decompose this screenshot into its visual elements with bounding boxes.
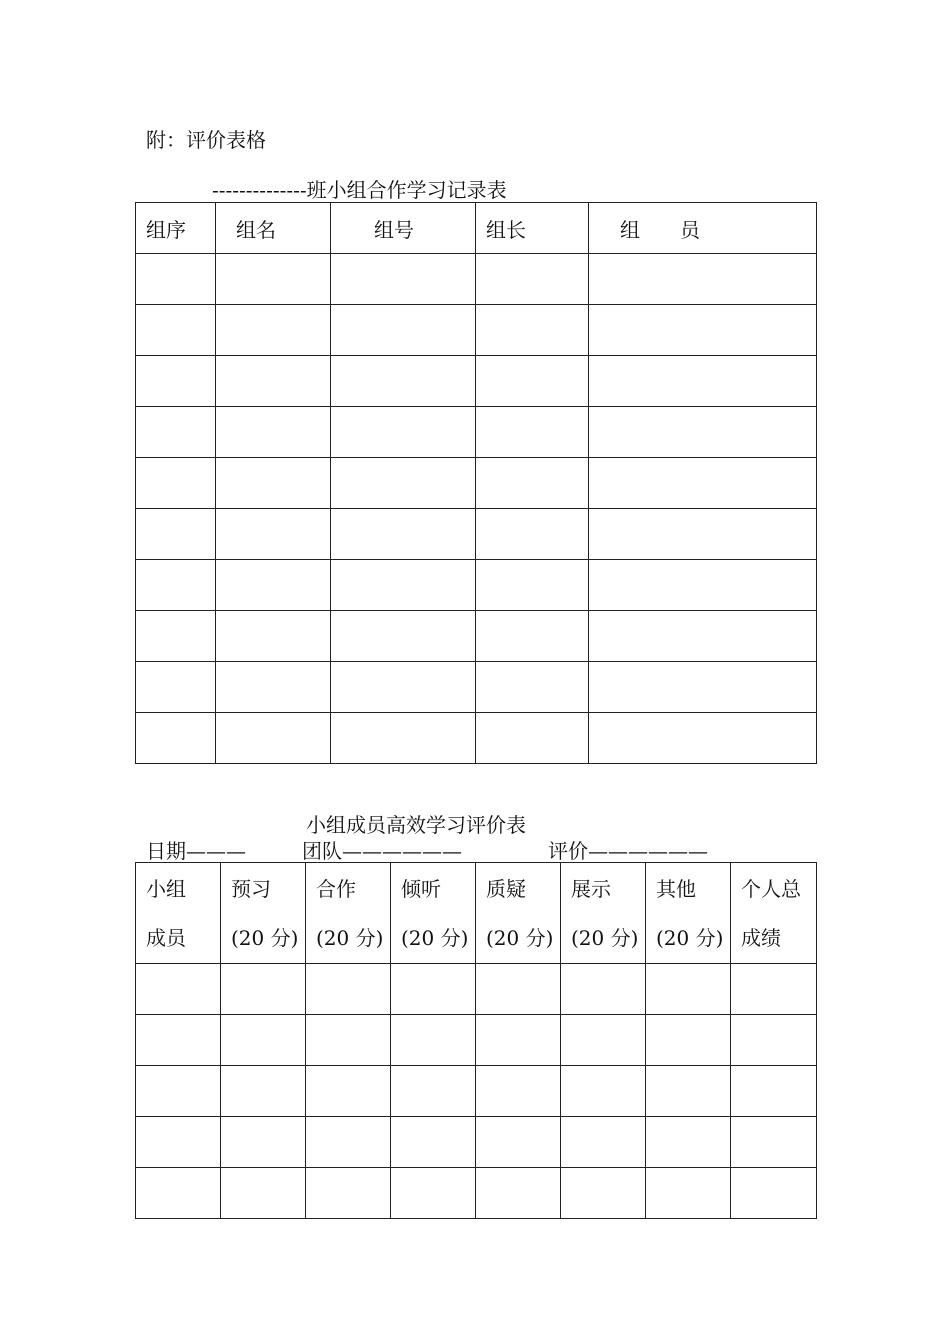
table-cell[interactable] <box>306 1015 391 1066</box>
table-cell[interactable] <box>589 305 817 356</box>
table-cell[interactable] <box>589 356 817 407</box>
table-cell[interactable] <box>136 254 216 305</box>
table-cell[interactable] <box>476 1168 561 1219</box>
table-cell[interactable] <box>646 1015 731 1066</box>
table-header-row <box>136 203 817 254</box>
table-cell[interactable] <box>216 662 331 713</box>
table-cell[interactable] <box>136 356 216 407</box>
table-cell[interactable] <box>136 509 216 560</box>
header-total-score: 个人总 成绩 <box>731 863 817 964</box>
table-cell[interactable] <box>589 560 817 611</box>
table-row <box>136 509 817 560</box>
header-group-leader: 组长 <box>476 203 589 254</box>
table-cell[interactable] <box>136 611 216 662</box>
table-cell[interactable] <box>561 1168 646 1219</box>
table-row <box>136 1015 817 1066</box>
table-cell[interactable] <box>561 1066 646 1117</box>
table-cell[interactable] <box>476 407 589 458</box>
table-cell[interactable] <box>331 509 476 560</box>
eval-table-title: 小组成员高效学习评价表 <box>306 813 526 837</box>
table-cell[interactable] <box>306 1066 391 1117</box>
table-row <box>136 356 817 407</box>
table-row <box>136 1117 817 1168</box>
table-cell[interactable] <box>476 1117 561 1168</box>
table-cell[interactable] <box>216 407 331 458</box>
table-row <box>136 560 817 611</box>
table-cell[interactable] <box>216 305 331 356</box>
table-cell[interactable] <box>331 560 476 611</box>
table-cell[interactable] <box>216 560 331 611</box>
table-cell[interactable] <box>731 1066 817 1117</box>
table-row <box>136 407 817 458</box>
table-cell[interactable] <box>136 305 216 356</box>
table-cell[interactable] <box>646 1117 731 1168</box>
table-cell[interactable] <box>391 964 476 1015</box>
table-cell[interactable] <box>589 458 817 509</box>
table-cell[interactable] <box>136 560 216 611</box>
group-record-table <box>135 202 817 764</box>
table-cell[interactable] <box>136 1015 221 1066</box>
table-cell[interactable] <box>731 1168 817 1219</box>
page-heading: 附：评价表格 <box>146 128 266 152</box>
header-members: 小组 成员 <box>136 863 221 964</box>
table-cell[interactable] <box>331 611 476 662</box>
table-cell[interactable] <box>221 1117 306 1168</box>
table-cell[interactable] <box>589 662 817 713</box>
table-cell[interactable] <box>221 1168 306 1219</box>
table-cell[interactable] <box>476 662 589 713</box>
table-cell[interactable] <box>561 1015 646 1066</box>
table-cell[interactable] <box>221 964 306 1015</box>
table-cell[interactable] <box>391 1168 476 1219</box>
table-cell[interactable] <box>476 458 589 509</box>
table-cell[interactable] <box>216 254 331 305</box>
table-cell[interactable] <box>136 1117 221 1168</box>
table-row <box>136 713 817 764</box>
table-header-row <box>136 863 817 964</box>
table-cell[interactable] <box>476 1066 561 1117</box>
header-presentation: 展示 (20 分) <box>561 863 646 964</box>
table-cell[interactable] <box>136 1168 221 1219</box>
table-cell[interactable] <box>216 509 331 560</box>
table-cell[interactable] <box>221 1066 306 1117</box>
header-preview: 预习 (20 分) <box>221 863 306 964</box>
table-cell[interactable] <box>331 407 476 458</box>
table-row <box>136 1066 817 1117</box>
table-cell[interactable] <box>561 1117 646 1168</box>
header-group-members: 组 员 <box>589 203 817 254</box>
table-cell[interactable] <box>136 458 216 509</box>
table-cell[interactable] <box>221 1015 306 1066</box>
table-cell[interactable] <box>476 254 589 305</box>
table-cell[interactable] <box>476 509 589 560</box>
table-cell[interactable] <box>306 964 391 1015</box>
evaluation-field: 评价—————— <box>548 839 708 863</box>
table-cell[interactable] <box>646 1066 731 1117</box>
table-cell[interactable] <box>306 1117 391 1168</box>
table-cell[interactable] <box>589 509 817 560</box>
table-cell[interactable] <box>306 1168 391 1219</box>
table-cell[interactable] <box>216 611 331 662</box>
table-cell[interactable] <box>476 305 589 356</box>
table-cell[interactable] <box>331 254 476 305</box>
table-row <box>136 964 817 1015</box>
table-cell[interactable] <box>476 560 589 611</box>
table-cell[interactable] <box>136 662 216 713</box>
table-cell[interactable] <box>731 1117 817 1168</box>
table-cell[interactable] <box>331 458 476 509</box>
header-questioning: 质疑 (20 分) <box>476 863 561 964</box>
table-row <box>136 305 817 356</box>
record-table-title: --------------班小组合作学习记录表 <box>212 178 507 202</box>
table-cell[interactable] <box>731 964 817 1015</box>
header-group-name: 组名 <box>216 203 331 254</box>
table-row <box>136 662 817 713</box>
table-cell[interactable] <box>589 407 817 458</box>
table-cell[interactable] <box>331 305 476 356</box>
table-cell[interactable] <box>216 458 331 509</box>
table-cell[interactable] <box>216 713 331 764</box>
table-cell[interactable] <box>589 254 817 305</box>
table-cell[interactable] <box>136 964 221 1015</box>
table-cell[interactable] <box>136 1066 221 1117</box>
table-cell[interactable] <box>391 1117 476 1168</box>
team-field: 团队—————— <box>302 839 462 863</box>
table-cell[interactable] <box>731 1015 817 1066</box>
table-row <box>136 458 817 509</box>
table-row <box>136 1168 817 1219</box>
date-field: 日期——— <box>146 839 246 863</box>
table-cell[interactable] <box>136 407 216 458</box>
header-group-number: 组号 <box>331 203 476 254</box>
table-row <box>136 611 817 662</box>
table-cell[interactable] <box>391 1066 476 1117</box>
table-cell[interactable] <box>476 713 589 764</box>
table-cell[interactable] <box>476 964 561 1015</box>
header-other: 其他 (20 分) <box>646 863 731 964</box>
header-group-order: 组序 <box>136 203 216 254</box>
table-cell[interactable] <box>646 1168 731 1219</box>
table-cell[interactable] <box>391 1015 476 1066</box>
table-cell[interactable] <box>561 964 646 1015</box>
table-cell[interactable] <box>136 713 216 764</box>
table-row <box>136 254 817 305</box>
table-cell[interactable] <box>216 356 331 407</box>
table-cell[interactable] <box>476 1015 561 1066</box>
table-cell[interactable] <box>476 356 589 407</box>
table-cell[interactable] <box>476 611 589 662</box>
header-cooperation: 合作 (20 分) <box>306 863 391 964</box>
member-evaluation-table <box>135 862 817 1219</box>
table-cell[interactable] <box>646 964 731 1015</box>
table-cell[interactable] <box>331 662 476 713</box>
table-cell[interactable] <box>589 611 817 662</box>
table-cell[interactable] <box>331 713 476 764</box>
header-listening: 倾听 (20 分) <box>391 863 476 964</box>
table-cell[interactable] <box>589 713 817 764</box>
table-cell[interactable] <box>331 356 476 407</box>
